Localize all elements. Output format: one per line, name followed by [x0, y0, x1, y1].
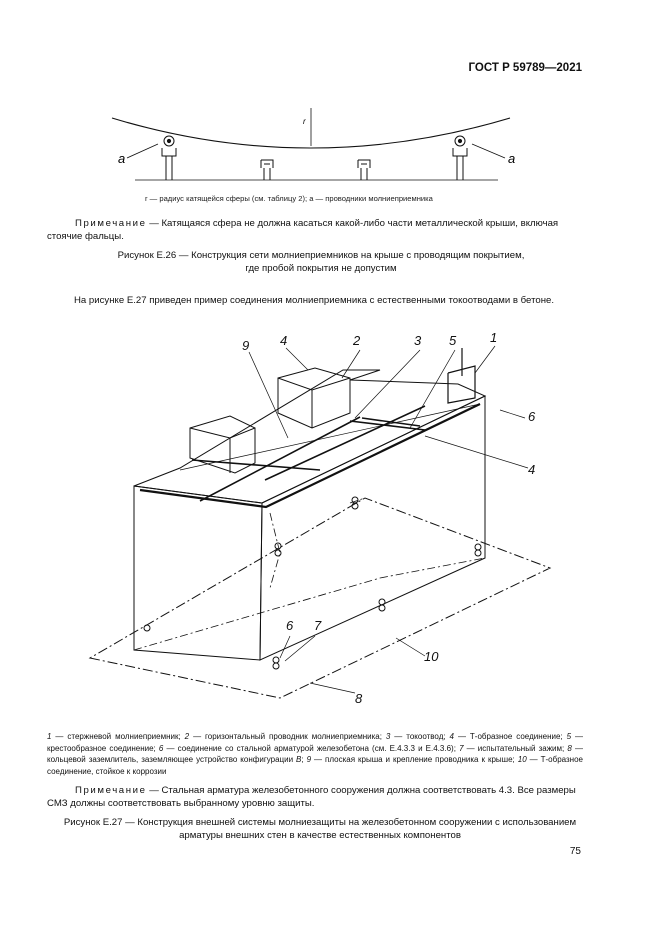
- callout-label: 3: [414, 333, 422, 348]
- fig27-caption: [40, 816, 600, 842]
- intro-paragraph: На рисунке Е.27 приведен пример соединения молниеприемника с естественными токоотводами в бетоне.: [74, 295, 554, 306]
- label-a-right: a: [508, 151, 516, 166]
- caption-line: Рисунок Е.27 — Конструкция внешней системы молниезащиты на железобетонном сооружении с использованием: [63, 817, 577, 828]
- fig26-note: [47, 217, 579, 243]
- callout-label: 4: [280, 333, 288, 348]
- callout-label: 2: [353, 333, 361, 348]
- callout-label: 7: [314, 618, 322, 633]
- figure-e26: [100, 108, 540, 188]
- leader-lines: [249, 346, 528, 693]
- figure-e27: [80, 318, 580, 716]
- caption-line: Рисунок Е.26 — Конструкция сети молниеприемников на крыше с проводящим покрытием,: [117, 250, 525, 261]
- radius-label: r: [303, 117, 306, 126]
- callout-label: 10: [424, 649, 439, 664]
- building-front-face: [134, 486, 262, 660]
- fig27-legend: 1 — стержневой молниеприемник; 2 — горизонтальный проводник молниеприемника; 3 — токоотвод; 4 — Т-образное соединение; 5 — крестообразное соединение; 6 — соединение со стальной арматурой железобетона (см. Е.4.3.3 и Е.4.3.6); 7 — испытательный зажим; 8 — кольцевой заземлитель, заземляющее устройство конфигурации B; 9 — плоская крыша и крепление проводника к крыше; 10 — Т-образное соединение, стойкое к коррозии: [47, 732, 584, 776]
- caption-line: где пробой покрытия не допустим: [245, 263, 397, 274]
- callout-label: 6: [528, 409, 536, 424]
- callout-label: 5: [449, 333, 457, 348]
- caption-line: арматуры внешних стен в качестве естественных компонентов: [179, 830, 461, 841]
- note-prefix: Примечание: [75, 785, 147, 796]
- callout-label: 6: [286, 618, 294, 633]
- callout-label: 8: [355, 691, 363, 706]
- fig26-legend: r — радиус катящейся сферы (см. таблицу 2); a — проводники молниеприемника: [145, 194, 433, 203]
- callout-label: 9: [242, 338, 250, 353]
- fig26-caption: [47, 249, 595, 275]
- page-number: 75: [569, 846, 581, 857]
- lightning-rod: [448, 348, 475, 403]
- rooftop-box: [278, 368, 350, 428]
- callout-label: 4: [528, 462, 536, 477]
- roof-conductor-supports: [162, 136, 467, 180]
- fig27-note: [47, 784, 583, 810]
- note-text: — Катящаяся сфера не должна касаться какой-либо части металлической крыши, включая стоячие фальцы.: [47, 218, 559, 242]
- note-prefix: Примечание: [75, 218, 147, 229]
- note-text: — Стальная арматура железобетонного сооружения должна соответствовать 4.3. Все размеры СМЗ должны соответствовать выбранному уровню защиты.: [47, 785, 576, 809]
- label-a-left: a: [118, 151, 126, 166]
- callout-label: 1: [490, 330, 498, 345]
- building-right-face: [260, 396, 485, 660]
- document-header: ГОСТ Р 59789—2021: [468, 62, 582, 74]
- ground-ring: [90, 498, 550, 698]
